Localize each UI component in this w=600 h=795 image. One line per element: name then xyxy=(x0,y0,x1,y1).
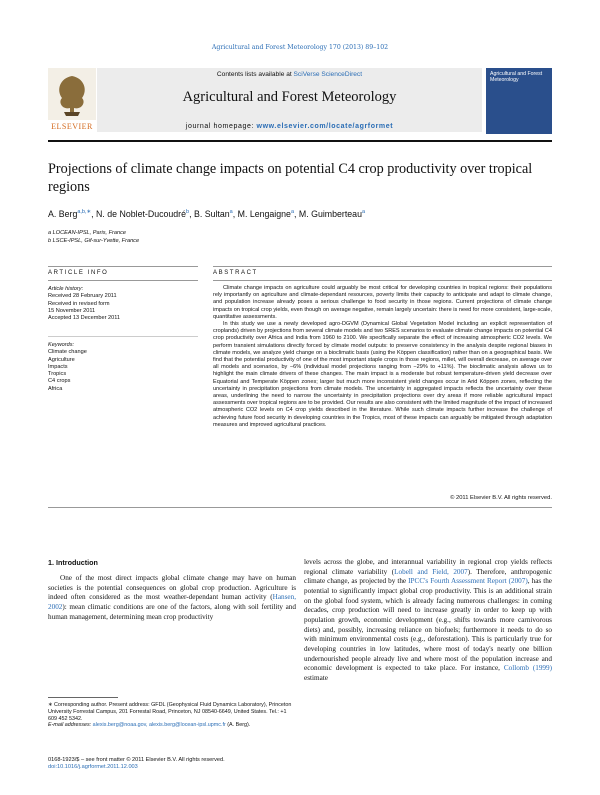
intro-text: , has the potential to significantly impact global crop productivity. This is an additional strain on the global food system, which is already facing numerous challenges: in coming decades, crop production will need to increase greatly in order to keep up with population growth, economic development (e.g., shifts towards more carnivorous diets) and, possibly, increasing reliance on biofuels; furthermore it needs to do so with minimum environmental costs (e.g., deforestation). This is particularly true for developing countries in low latitudes, where most of today's nearly one billion undernourished people already live and where most of the population increase and economic development is expected to take place. For instance, xyxy=(304,577,552,673)
intro-text: levels across the globe, and interannual variability in regional crop yields reflects regional climate variability ( xyxy=(304,558,552,576)
contents-line xyxy=(97,71,482,78)
email-label: E-mail addresses: xyxy=(48,722,92,729)
citation-hansen-link[interactable]: Hansen, 2002 xyxy=(48,593,296,611)
keyword: Africa xyxy=(48,385,63,392)
keyword: Agriculture xyxy=(48,356,75,363)
history-accepted: Accepted 13 December 2011 xyxy=(48,315,121,322)
abstract-body xyxy=(213,285,552,429)
elsevier-wordmark: ELSEVIER xyxy=(51,122,93,131)
contents-prefix: Contents lists available at xyxy=(216,71,294,78)
journal-homepage xyxy=(97,123,482,130)
author-affiliation-marker[interactable]: b xyxy=(186,209,190,216)
doi-link[interactable]: doi:10.1016/j.agrformet.2011.12.003 xyxy=(48,764,138,771)
journal-reference[interactable]: Agricultural and Forest Meteorology 170 (2013) 89–102 xyxy=(211,44,389,51)
sciencedirect-link[interactable]: SciVerse ScienceDirect xyxy=(293,71,363,78)
author-affiliation-marker[interactable]: a xyxy=(290,209,294,216)
article-title: Projections of climate change impacts on potential C4 crop productivity over tropical regions xyxy=(48,161,533,195)
article-info-label: ARTICLE INFO xyxy=(48,270,109,276)
email-line xyxy=(48,722,296,729)
journal-cover-title: Agricultural and Forest Meteorology xyxy=(490,71,543,83)
intro-left-column xyxy=(48,574,296,622)
keyword: Climate change xyxy=(48,349,87,356)
intro-text: estimate xyxy=(304,673,328,682)
history-received: Received 28 February 2011 xyxy=(48,293,117,300)
introduction-heading: 1. Introduction xyxy=(48,558,98,567)
citation-ipcc-link[interactable]: IPCC's Fourth Assessment Report (2007) xyxy=(408,577,528,586)
abstract-label: ABSTRACT xyxy=(213,270,258,276)
homepage-prefix: journal homepage: xyxy=(185,123,257,130)
author-separator: , xyxy=(189,209,194,219)
citation-lobell-link[interactable]: Lobell and Field, 2007 xyxy=(394,567,468,576)
author-name: B. Sultan xyxy=(193,209,230,219)
abstract-rule-lower xyxy=(213,280,552,281)
abstract-paragraph-2: In this study we use a newly developed agro-DGVM (Dynamical Global Vegetation Model including an explicit representation of croplands) driven by projections from several climate models and two SRES scenarios to evaluate climate change impacts on potential C4 crop productivity over Africa and India from 1960 to 2100. We specifically separate the effect of increasing atmospheric CO2 levels. We perform transient simulations directly forced by climate model outputs: to preserve consistency in the analysis despite regional biases in climate models, we analyze yield change on a bioclimatic basis (using the Köppen classification) rather than on a geographical basis. We find that the potential productivity of one of the most important staple crops in those regions, millet, will overall decrease, on average over all models and scenarios, by −6% (individual model projections ranging from −29% to +11%). The bioclimatic analysis allows us to highlight the main climate drivers of these changes. The main impact is a moderate but robust temperature-driven yield decrease over Equatorial and Temperate Köppen zones; larger but much more inconsistent yield changes occur in Arid Köppen zones, reflecting the uncertainty in precipitation projections from climate models. The uncertainty in aggregated impacts reflects the uncertainty over these areas, underlining the need to narrow the uncertainty in precipitation projections over dry areas if more reliable agricultural impact assessments over tropical regions are to be provided. Our results are also consistent with the limited magnitude of the impact of increased atmospheric CO2 levels on C4 crop yields described in the literature. While such climate impacts further increase the challenge of achieving future food security in developing countries in the Tropics, most of these impacts can arguably be mitigated through adaptation measures and improved agricultural practices. xyxy=(213,321,552,428)
history-revised: Received in revised form xyxy=(48,300,110,307)
author-list xyxy=(48,209,552,219)
history-revised-date: 15 November 2011 xyxy=(48,307,96,314)
intro-right-column xyxy=(304,558,552,684)
article-history xyxy=(48,286,198,322)
author-name: M. Lengaigne xyxy=(237,209,291,219)
author-separator: , xyxy=(232,209,238,219)
keywords-block xyxy=(48,342,198,393)
journal-title: Agricultural and Forest Meteorology xyxy=(182,89,397,105)
homepage-link[interactable]: www.elsevier.com/locate/agrformet xyxy=(256,123,394,130)
article-info-rule-lower xyxy=(48,280,198,281)
email-links[interactable]: alexis.berg@noaa.gov, alexis.berg@locean-ipsl.upmc.fr xyxy=(92,722,226,729)
citation-collomb-link[interactable]: Collomb (1999) xyxy=(503,664,552,673)
abstract-paragraph-1: Climate change impacts on agriculture could arguably be most critical for developing countries in tropical regions: their populations rely importantly on agriculture and climate-dependant resources, poverty limits their capacity to anticipate and adapt to climate change, and population increase already poses a serious challenge to food security in those regions. Current projections of climate change impacts on tropical crop yields, even though on average negative, remain largely uncertain: there is need for more consistent, large-scale, quantitative assessments. xyxy=(213,285,552,320)
author-name: M. Guimberteau xyxy=(298,209,362,219)
header-rule xyxy=(48,140,552,142)
email-owner: (A. Berg). xyxy=(227,722,251,729)
author-separator: , xyxy=(294,209,299,219)
footnote-rule xyxy=(48,697,118,698)
author-affiliation-marker[interactable]: a xyxy=(361,209,366,216)
affiliation-b: b LSCE-IPSL, Gif-sur-Yvette, France xyxy=(48,238,140,244)
author-separator: , xyxy=(91,209,97,219)
intro-paragraph-continued xyxy=(304,558,552,684)
intro-text: ). Therefore, anthropogenic climate change, as projected by the xyxy=(304,567,552,586)
intro-text: ): mean climatic conditions are one of the factors, along with soil fertility and human management, determining mean crop productivity xyxy=(48,602,296,621)
author-affiliation-marker[interactable]: a xyxy=(229,209,233,216)
corresponding-author-text: ∗ Corresponding author. Present address: GFDL (Geophysical Fluid Dynamics Laboratory), Princeton University Forrestal Campus, 201 Forrestal Road, Princeton, NJ 08540-6649, United States. Tel.: +1 609 452 5342. xyxy=(48,702,292,722)
author-name: N. de Noblet-Ducoudré xyxy=(96,209,187,219)
keyword: Impacts xyxy=(48,363,68,370)
abstract-copyright: © 2011 Elsevier B.V. All rights reserved. xyxy=(450,495,552,501)
intro-text: One of the most direct impacts global climate change may have on human societies is the potential consequences on global crop production. Agriculture is indeed often considered as the most weather-dependant human activity ( xyxy=(48,574,296,602)
keywords-rule xyxy=(48,336,198,337)
article-info-rule xyxy=(48,266,198,267)
keyword: Tropics xyxy=(48,371,67,378)
corresponding-author-footnote xyxy=(48,702,296,729)
keyword: C4 crops xyxy=(48,378,71,385)
author-name: A. Berg xyxy=(48,209,78,219)
author-affiliation-marker[interactable]: a,b,∗ xyxy=(77,209,92,216)
abstract-bottom-rule xyxy=(48,507,552,508)
bottom-info xyxy=(48,757,296,771)
keywords-heading: Keywords: xyxy=(48,342,75,348)
history-heading: Article history: xyxy=(48,286,84,292)
abstract-rule xyxy=(213,266,552,267)
affiliation-a: a LOCEAN-IPSL, Paris, France xyxy=(48,230,127,236)
issn-line: 0168-1923/$ – see front matter © 2011 Elsevier B.V. All rights reserved. xyxy=(48,757,225,763)
intro-paragraph-1 xyxy=(48,574,296,622)
